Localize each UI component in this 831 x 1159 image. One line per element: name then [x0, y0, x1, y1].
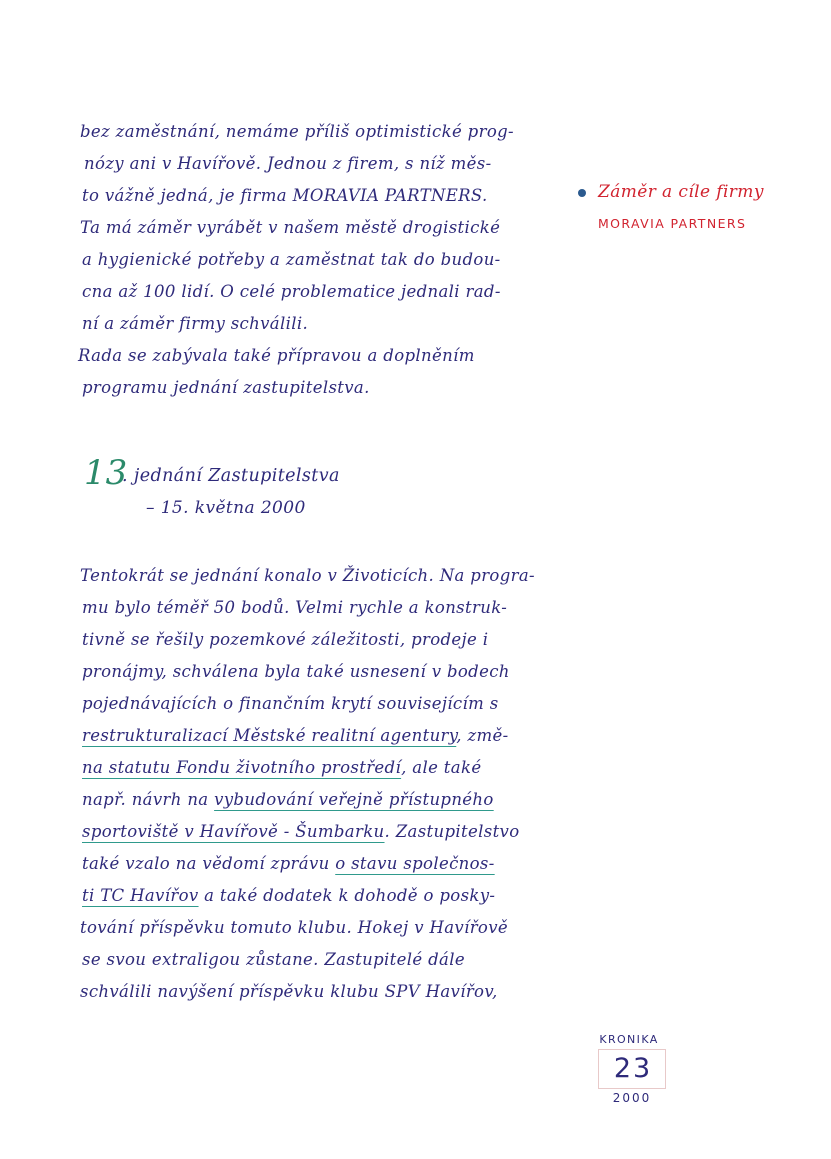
paragraph-2-line: mu bylo téměř 50 bodů. Velmi rychle a konstruk- — [82, 598, 508, 617]
stamp-label: KRONIKA — [599, 1033, 659, 1046]
paragraph-2-line — [82, 790, 494, 810]
paragraph-1-line: nózy ani v Havířově. Jednou z firem, s níž měs- — [84, 154, 492, 173]
paragraph-1-line: to vážně jedná, je firma MORAVIA PARTNERS. — [82, 186, 488, 205]
section-title: . jednání Zastupitelstva — [122, 466, 340, 486]
session-number: 13 — [84, 453, 128, 493]
underlined-phrase: restrukturalizací Městské realitní agentury — [82, 726, 457, 745]
paragraph-2-line — [82, 726, 509, 746]
page-stamp — [590, 1033, 670, 1107]
stamp-box — [598, 1049, 666, 1089]
stamp-year: 2000 — [612, 1091, 652, 1105]
paragraph-1-line: bez zaměstnání, nemáme příliš optimistické prog- — [80, 122, 514, 141]
paragraph-2-line — [82, 886, 495, 906]
underlined-phrase: vybudování veřejně přístupného — [214, 790, 494, 809]
paragraph-2-line — [82, 758, 481, 778]
bullet-icon — [578, 189, 586, 197]
paragraph-2-line: Tentokrát se jednání konalo v Životicích. Na progra- — [80, 566, 535, 585]
margin-note-line-1: Záměr a cíle firmy — [598, 182, 764, 202]
line-text: např. návrh na — [82, 790, 215, 809]
paragraph-2-line: se svou extraligou zůstane. Zastupitelé dále — [82, 950, 465, 969]
paragraph-2-line: schválili navýšení příspěvku klubu SPV Havířov, — [80, 982, 498, 1001]
paragraph-2-line: tivně se řešily pozemkové záležitosti, prodeje i — [82, 630, 489, 649]
paragraph-2-line: tování příspěvku tomuto klubu. Hokej v Havířově — [80, 918, 509, 937]
margin-note-line-2: MORAVIA PARTNERS — [598, 216, 747, 231]
page-number: 23 — [613, 1053, 653, 1084]
paragraph-2-line — [82, 854, 495, 874]
paragraph-1-line: ní a záměr firmy schválili. — [82, 314, 309, 333]
underlined-phrase: o stavu společnos- — [335, 854, 495, 873]
line-text: . Zastupitelstvo — [384, 822, 520, 841]
paragraph-2-line: pronájmy, schválena byla také usnesení v bodech — [82, 662, 510, 681]
paragraph-1-line: Rada se zabývala také přípravou a doplněním — [78, 346, 475, 365]
line-text: , změ- — [456, 726, 509, 745]
underlined-phrase: sportoviště v Havířově - Šumbarku — [82, 822, 385, 841]
paragraph-1-line: a hygienické potřeby a zaměstnat tak do budou- — [82, 250, 501, 269]
paragraph-1-line: cna až 100 lidí. O celé problematice jednali rad- — [82, 282, 501, 301]
underlined-phrase: na statutu Fondu životního prostředí — [82, 758, 402, 777]
paragraph-1-line: Ta má záměr vyrábět v našem městě drogistické — [80, 218, 501, 237]
underlined-phrase: ti TC Havířov — [82, 886, 199, 905]
line-text: , ale také — [401, 758, 482, 777]
paragraph-2-line: pojednávajících o finančním krytí souvisejícím s — [82, 694, 499, 713]
section-date: – 15. května 2000 — [146, 498, 306, 518]
line-text: také vzalo na vědomí zprávu — [82, 854, 336, 873]
paragraph-2-line — [82, 822, 520, 842]
line-text: a také dodatek k dohodě o posky- — [198, 886, 496, 905]
paragraph-1-line: programu jednání zastupitelstva. — [82, 378, 370, 397]
